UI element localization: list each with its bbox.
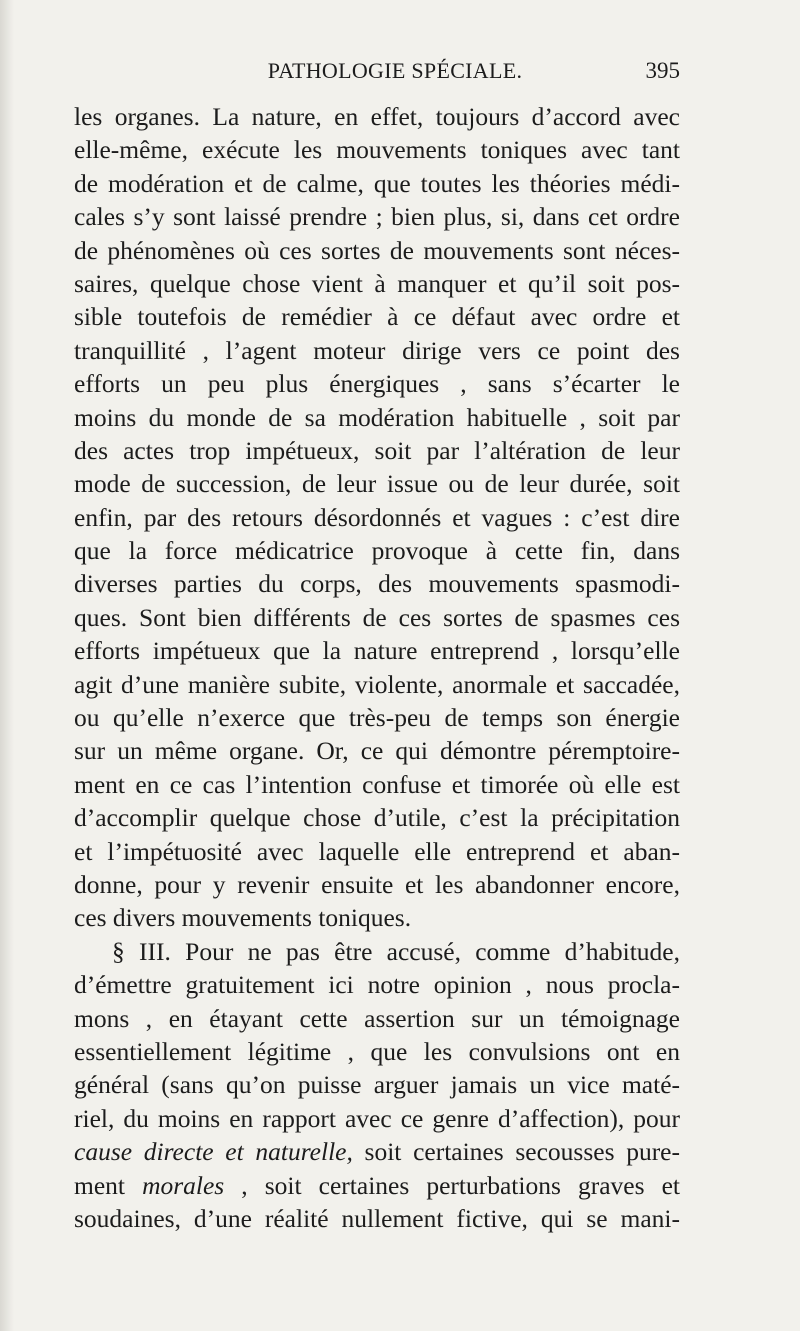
text-line: mode de succession, de leur issue ou de leur durée, soit	[74, 469, 680, 499]
text-line: que la force médicatrice provoque à cette fin, dans	[74, 536, 680, 566]
text-line: moins du monde de sa modération habituelle , soit par	[74, 402, 680, 432]
text-line: soudaines, d’une réalité nullement fictive, qui se mani-	[74, 1203, 680, 1233]
text-line: de modération et de calme, que toutes les théories médi-	[74, 168, 680, 198]
text-line: efforts un peu plus énergiques , sans s’écarter le	[74, 369, 680, 399]
text-line: ment en ce cas l’intention confuse et timorée où elle est	[74, 769, 680, 799]
text-line-mixed	[74, 1135, 680, 1168]
text-line: d’accomplir quelque chose d’utile, c’est la précipitation	[74, 803, 680, 833]
text-run: soit certaines secousses pure-	[352, 1137, 680, 1167]
text-run: , soit certaines perturbations graves et	[224, 1170, 680, 1200]
text-line: agit d’une manière subite, violente, anormale et saccadée,	[74, 669, 680, 699]
text-line: tranquillité , l’agent moteur dirige vers ce point des	[74, 335, 680, 365]
running-title: PATHOLOGIE SPÉCIALE.	[267, 58, 523, 83]
text-run: ment	[74, 1170, 143, 1200]
page-edge-shadow	[0, 0, 14, 1331]
text-line-paragraph-end: ces divers mouvements toniques.	[74, 903, 412, 933]
italic-run: cause directe et naturelle,	[74, 1137, 353, 1167]
body-text	[74, 100, 680, 1235]
page-header	[74, 58, 680, 94]
text-line: riel, du moins en rapport avec ce genre d’affection), pour	[74, 1103, 680, 1133]
text-line: cales s’y sont laissé prendre ; bien plus, si, dans cet ordre	[74, 202, 680, 232]
text-line: sur un même organe. Or, ce qui démontre péremptoire-	[74, 736, 680, 766]
text-line: efforts impétueux que la nature entreprend , lorsqu’elle	[74, 636, 680, 666]
text-line: mons , en étayant cette assertion sur un témoignage	[74, 1003, 680, 1033]
text-line: enfin, par des retours désordonnés et vagues : c’est dire	[74, 502, 680, 532]
text-line: diverses parties du corps, des mouvements spasmodi-	[74, 569, 680, 599]
text-line: elle-même, exécute les mouvements toniques avec tant	[74, 135, 680, 165]
page-number: 395	[645, 58, 680, 83]
text-line: des actes trop impétueux, soit par l’altération de leur	[74, 435, 680, 465]
italic-run: morales	[142, 1170, 225, 1200]
text-line: de phénomènes où ces sortes de mouvements sont néces-	[74, 235, 680, 265]
text-line: ou qu’elle n’exerce que très-peu de temps son énergie	[74, 703, 680, 733]
text-line: général (sans qu’on puisse arguer jamais un vice maté-	[74, 1070, 680, 1100]
text-line-mixed	[74, 1169, 680, 1202]
text-line: sible toutefois de remédier à ce défaut avec ordre et	[74, 302, 680, 332]
text-line: ques. Sont bien différents de ces sortes de spasmes ces	[74, 602, 680, 632]
text-line: donne, pour y revenir ensuite et les abandonner encore,	[74, 869, 680, 899]
text-line: les organes. La nature, en effet, toujours d’accord avec	[74, 102, 680, 131]
text-line: d’émettre gratuitement ici notre opinion , nous procla-	[74, 970, 680, 1000]
text-line: et l’impétuosité avec laquelle elle entreprend et aban-	[74, 836, 680, 866]
text-line-section-start: § III. Pour ne pas être accusé, comme d’habitude,	[112, 936, 680, 966]
text-line: saires, quelque chose vient à manquer et qu’il soit pos-	[74, 268, 680, 298]
text-line: essentiellement légitime , que les convulsions ont en	[74, 1036, 680, 1066]
